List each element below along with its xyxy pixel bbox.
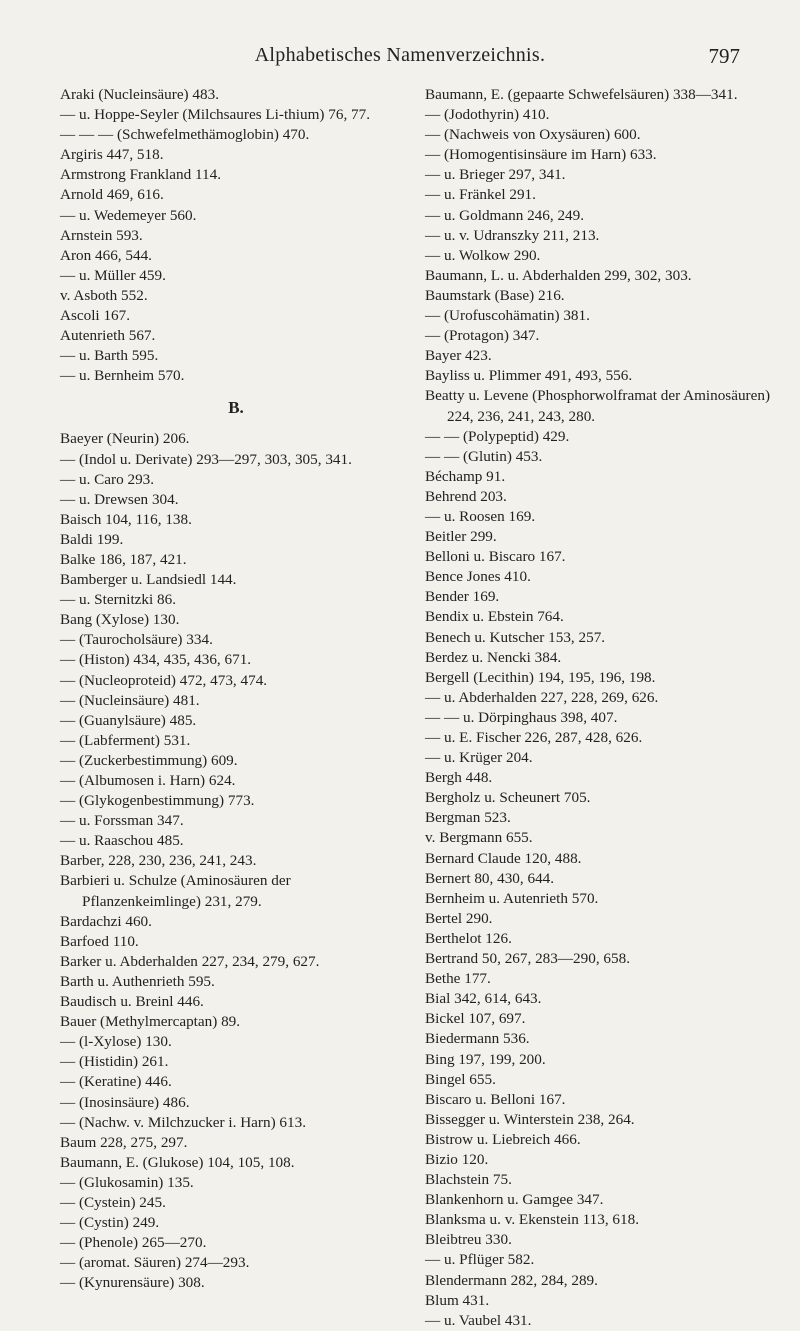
index-entry: Bendix u. Ebstein 764. <box>425 608 564 626</box>
index-entry: — (Urofuscohämatin) 381. <box>425 307 590 325</box>
index-entry: — u. Drewsen 304. <box>60 490 179 508</box>
index-entry: — u. Wolkow 290. <box>425 246 541 264</box>
index-entry: Baumstark (Base) 216. <box>425 286 565 304</box>
index-entry: Bethe 177. <box>425 970 491 988</box>
index-entry: v. Bergmann 655. <box>425 829 533 847</box>
index-entry: Barber, 228, 230, 236, 241, 243. <box>60 852 257 870</box>
index-entry: Bleibtreu 330. <box>425 1231 512 1249</box>
index-entry: Benech u. Kutscher 153, 257. <box>425 628 606 646</box>
index-entry: — (Nachw. v. Milchzucker i. Harn) 613. <box>60 1113 307 1131</box>
index-entry: — — (Polypeptid) 429. <box>425 427 570 445</box>
index-entry: — u. Forssman 347. <box>60 812 184 830</box>
index-entry: — u. Caro 293. <box>60 470 155 488</box>
running-head-title: Alphabetisches Namenverzeichnis. <box>254 44 546 66</box>
index-entry: v. Asboth 552. <box>60 286 148 304</box>
index-entry: Bergman 523. <box>425 809 511 827</box>
index-entry: Beatty u. Levene (Phosphorwolframat der Aminosäuren) 224, 236, 241, 243, 280. <box>425 387 770 425</box>
index-entry: — (Phenole) 265—270. <box>60 1234 207 1252</box>
index-entry: — (Kynurensäure) 308. <box>60 1274 205 1292</box>
index-entry: Barfoed 110. <box>60 932 139 950</box>
index-entry: Bissegger u. Winterstein 238, 264. <box>425 1110 635 1128</box>
index-entry: Baldi 199. <box>60 530 124 548</box>
index-entry: Baeyer (Neurin) 206. <box>60 430 190 448</box>
index-entry: Blendermann 282, 284, 289. <box>425 1271 598 1289</box>
index-entry: — (Cystin) 249. <box>60 1214 160 1232</box>
index-entry: Bizio 120. <box>425 1150 489 1168</box>
index-entry: Barker u. Abderhalden 227, 234, 279, 627. <box>60 952 320 970</box>
index-entry: — (l-Xylose) 130. <box>60 1033 172 1051</box>
index-entry: — u. Hoppe-Seyler (Milchsaures Li-thium) 76, 77. <box>60 106 371 124</box>
index-entry: Bayer 423. <box>425 347 492 365</box>
index-entry: Baum 228, 275, 297. <box>60 1133 188 1151</box>
index-entry: — u. Pflüger 582. <box>425 1251 535 1269</box>
index-entry: — — — (Schwefelmethämoglobin) 470. <box>60 126 310 144</box>
index-entry: Bergh 448. <box>425 769 493 787</box>
index-entry: — (Nachweis von Oxysäuren) 600. <box>425 126 641 144</box>
index-entry: — u. v. Udranszky 211, 213. <box>425 226 600 244</box>
index-entry: Baudisch u. Breinl 446. <box>60 993 204 1011</box>
index-entry: Arnstein 593. <box>60 226 143 244</box>
index-entry: — (Protagon) 347. <box>425 327 540 345</box>
index-entry: — u. Raaschou 485. <box>60 832 184 850</box>
index-entry: — u. Goldmann 246, 249. <box>425 206 585 224</box>
index-entry: Autenrieth 567. <box>60 327 156 345</box>
index-entry: Balke 186, 187, 421. <box>60 550 187 568</box>
index-entry: — u. Wedemeyer 560. <box>60 206 197 224</box>
index-entry: Bang (Xylose) 130. <box>60 611 180 629</box>
index-entry: — (Histon) 434, 435, 436, 671. <box>60 651 252 669</box>
index-entry: — u. Müller 459. <box>60 266 166 284</box>
index-entry: — — u. Dörpinghaus 398, 407. <box>425 708 618 726</box>
index-entry: Blachstein 75. <box>425 1171 512 1189</box>
index-entry: Bence Jones 410. <box>425 568 531 586</box>
index-entry: — (Keratine) 446. <box>60 1073 172 1091</box>
index-entry: — (Albumosen i. Harn) 624. <box>60 772 236 789</box>
index-entry: Behrend 203. <box>425 487 507 505</box>
index-entry: Bergholz u. Scheunert 705. <box>425 789 591 807</box>
index-entry: — u. Roosen 169. <box>425 507 536 525</box>
index-entry: Bernard Claude 120, 488. <box>425 849 582 867</box>
index-entry: Biedermann 536. <box>425 1030 530 1048</box>
index-entry: Bial 342, 614, 643. <box>425 990 542 1008</box>
index-entry: — (Guanylsäure) 485. <box>60 711 197 729</box>
index-entry: Baisch 104, 116, 138. <box>60 510 192 528</box>
index-entry: Bistrow u. Liebreich 466. <box>425 1130 581 1148</box>
index-entry: — (Inosinsäure) 486. <box>60 1093 190 1111</box>
index-entry: — (aromat. Säuren) 274—293. <box>60 1254 250 1272</box>
section-heading: B. <box>228 398 244 418</box>
index-entry: — u. Sternitzki 86. <box>60 591 177 609</box>
index-entry: — u. Vaubel 431. <box>425 1311 532 1329</box>
index-entry: Baumann, E. (Glukose) 104, 105, 108. <box>60 1153 295 1171</box>
index-column-right <box>425 85 777 1331</box>
index-entry: — u. E. Fischer 226, 287, 428, 626. <box>425 729 643 746</box>
index-entry: Argiris 447, 518. <box>60 146 164 164</box>
index-column-left <box>60 85 412 1293</box>
index-entry: Blanksma u. v. Ekenstein 113, 618. <box>425 1211 640 1229</box>
index-entry: Bender 169. <box>425 588 500 606</box>
index-entry: — u. Fränkel 291. <box>425 186 536 204</box>
index-entry: Bauer (Methylmercaptan) 89. <box>60 1013 241 1031</box>
index-entry: Berthelot 126. <box>425 929 512 947</box>
index-entry: Blum 431. <box>425 1291 490 1309</box>
index-entry: — u. Abderhalden 227, 228, 269, 626. <box>425 688 659 706</box>
index-entry: Béchamp 91. <box>425 467 506 485</box>
index-entry: Bergell (Lecithin) 194, 195, 196, 198. <box>425 668 656 686</box>
index-entry: Bayliss u. Plimmer 491, 493, 556. <box>425 367 633 385</box>
index-entry: Armstrong Frankland 114. <box>60 166 221 184</box>
index-entry: Bamberger u. Landsiedl 144. <box>60 571 237 589</box>
index-entry: Arnold 469, 616. <box>60 186 164 204</box>
index-entry: Bernheim u. Autenrieth 570. <box>425 889 599 907</box>
index-entry: Belloni u. Biscaro 167. <box>425 548 566 566</box>
index-entry: — u. Krüger 204. <box>425 749 533 767</box>
index-entry: Aron 466, 544. <box>60 246 152 264</box>
index-entry: Bingel 655. <box>425 1070 496 1088</box>
index-entry: — (Glukosamin) 135. <box>60 1173 194 1191</box>
index-entry: — (Histidin) 261. <box>60 1053 169 1071</box>
index-entry: — (Taurocholsäure) 334. <box>60 631 213 649</box>
index-entry: Barbieri u. Schulze (Aminosäuren der Pflanzenkeimlinge) 231, 279. <box>60 872 291 910</box>
index-entry: — — (Glutin) 453. <box>425 447 543 465</box>
index-entry: — (Nucleoproteid) 472, 473, 474. <box>60 671 268 689</box>
index-entry: Bernert 80, 430, 644. <box>425 869 555 887</box>
index-entry: — (Glykogenbestimmung) 773. <box>60 792 255 810</box>
index-entry: — (Cystein) 245. <box>60 1193 166 1211</box>
index-entry: — u. Barth 595. <box>60 347 159 365</box>
index-entry: Baumann, L. u. Abderhalden 299, 302, 303. <box>425 266 692 284</box>
index-entry: — (Nucleinsäure) 481. <box>60 691 200 709</box>
index-entry: — (Jodothyrin) 410. <box>425 106 550 124</box>
index-entry: Barth u. Authenrieth 595. <box>60 972 215 990</box>
index-entry: Araki (Nucleinsäure) 483. <box>60 86 219 103</box>
index-entry: — (Indol u. Derivate) 293—297, 303, 305, 341. <box>60 450 352 468</box>
index-entry: Berdez u. Nencki 384. <box>425 648 562 666</box>
index-entry: Baumann, E. (gepaarte Schwefelsäuren) 338—341. <box>425 86 738 103</box>
index-entry: — (Labferment) 531. <box>60 731 191 749</box>
index-entry: Blankenhorn u. Gamgee 347. <box>425 1191 604 1209</box>
index-entry: — (Zuckerbestimmung) 609. <box>60 751 238 769</box>
running-head <box>0 44 800 74</box>
index-entry: Bertel 290. <box>425 909 493 927</box>
index-entry: Beitler 299. <box>425 528 497 546</box>
index-entry: — (Homogentisinsäure im Harn) 633. <box>425 146 657 164</box>
index-entry: Bertrand 50, 267, 283—290, 658. <box>425 950 631 968</box>
index-entry: Biscaro u. Belloni 167. <box>425 1090 566 1108</box>
index-entry: Bardachzi 460. <box>60 912 152 930</box>
page-number: 797 <box>708 44 740 68</box>
index-entry: Ascoli 167. <box>60 307 131 325</box>
index-entry: Bickel 107, 697. <box>425 1010 526 1028</box>
index-entry: — u. Bernheim 570. <box>60 367 185 385</box>
index-entry: Bing 197, 199, 200. <box>425 1050 546 1068</box>
index-entry: — u. Brieger 297, 341. <box>425 166 566 184</box>
